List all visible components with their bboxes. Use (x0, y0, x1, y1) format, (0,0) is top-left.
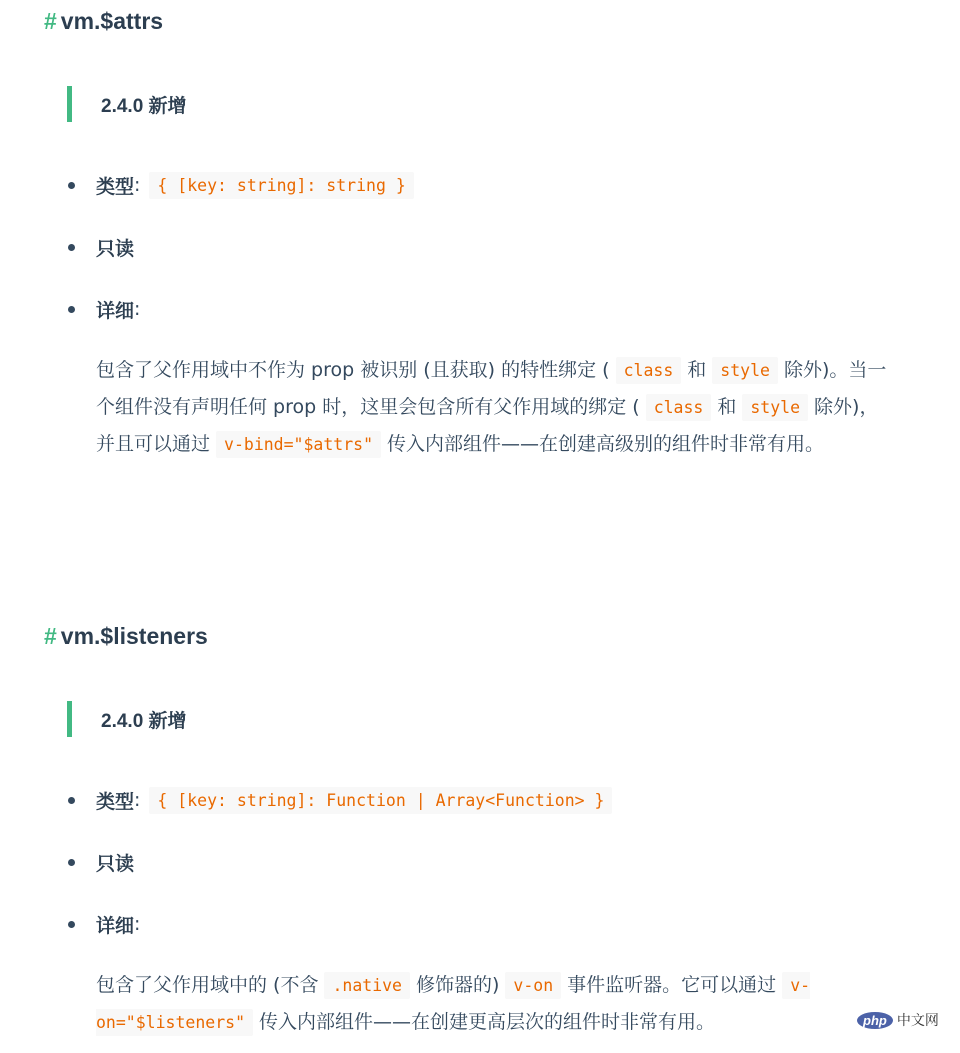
watermark-text: 中文网 (896, 1013, 939, 1029)
type-code: { [key: string]: string } (149, 172, 413, 199)
colon: : (134, 789, 141, 811)
detail-text: 传入内部组件——在创建高级别的组件时非常有用。 (387, 433, 825, 455)
bullet-icon (68, 921, 75, 928)
readonly-label: 只读 (96, 852, 135, 875)
inline-code: class (646, 394, 712, 421)
version-tip (67, 86, 187, 122)
readonly-item (68, 231, 134, 263)
detail-text: 除外)。当一个组件没有声明任何 prop 时，这里会包含所有父作用域的绑定 ( (96, 359, 887, 418)
heading-title: vm.$attrs (60, 8, 164, 34)
bullet-icon (68, 859, 75, 866)
detail-label: 详细 (96, 914, 135, 937)
detail-text: 除外)，并且可以通过 (96, 396, 879, 455)
section-heading (44, 623, 208, 650)
detail-text: 和 (687, 359, 707, 381)
colon: : (134, 174, 141, 196)
detail-text: 和 (717, 396, 737, 418)
type-label: 类型 (96, 175, 135, 198)
detail-text: 包含了父作用域中不作为 prop 被识别 (且获取) 的特性绑定 ( (96, 359, 610, 381)
bullet-icon (68, 797, 75, 804)
type-item (68, 169, 414, 201)
colon: : (134, 298, 141, 320)
bullet-icon (68, 244, 75, 251)
type-label: 类型 (96, 790, 135, 813)
inline-code: style (712, 357, 778, 384)
version-note: 2.4.0 新增 (101, 710, 187, 732)
bullet-icon (68, 182, 75, 189)
detail-item (68, 908, 149, 940)
detail-text: 包含了父作用域中的 (不含 (96, 974, 319, 996)
inline-code: .native (324, 972, 410, 999)
php-logo: php (857, 1012, 893, 1029)
type-code: { [key: string]: Function | Array<Function> } (149, 787, 612, 814)
bullet-icon (68, 306, 75, 313)
site-watermark (857, 1010, 939, 1030)
detail-paragraph (96, 967, 896, 1041)
detail-label: 详细 (96, 299, 135, 322)
heading-title: vm.$listeners (60, 623, 208, 649)
version-note: 2.4.0 新增 (101, 95, 187, 117)
colon: : (134, 913, 141, 935)
detail-text: 事件监听器。它可以通过 (567, 974, 777, 996)
detail-item (68, 293, 149, 325)
detail-text: 传入内部组件——在创建更高层次的组件时非常有用。 (259, 1011, 716, 1033)
heading-anchor-link[interactable]: # (44, 623, 57, 649)
version-tip (67, 701, 187, 737)
type-item (68, 784, 612, 816)
inline-code: class (616, 357, 682, 384)
heading-anchor-link[interactable]: # (44, 8, 57, 34)
detail-text: 修饰器的) (416, 974, 500, 996)
inline-code: v-on (505, 972, 561, 999)
readonly-label: 只读 (96, 237, 135, 260)
inline-code: v-on="$listeners" (96, 972, 810, 1036)
inline-code: v-bind="$attrs" (216, 431, 381, 458)
section-heading (44, 8, 163, 35)
detail-paragraph (96, 352, 896, 463)
inline-code: style (742, 394, 808, 421)
readonly-item (68, 846, 134, 878)
